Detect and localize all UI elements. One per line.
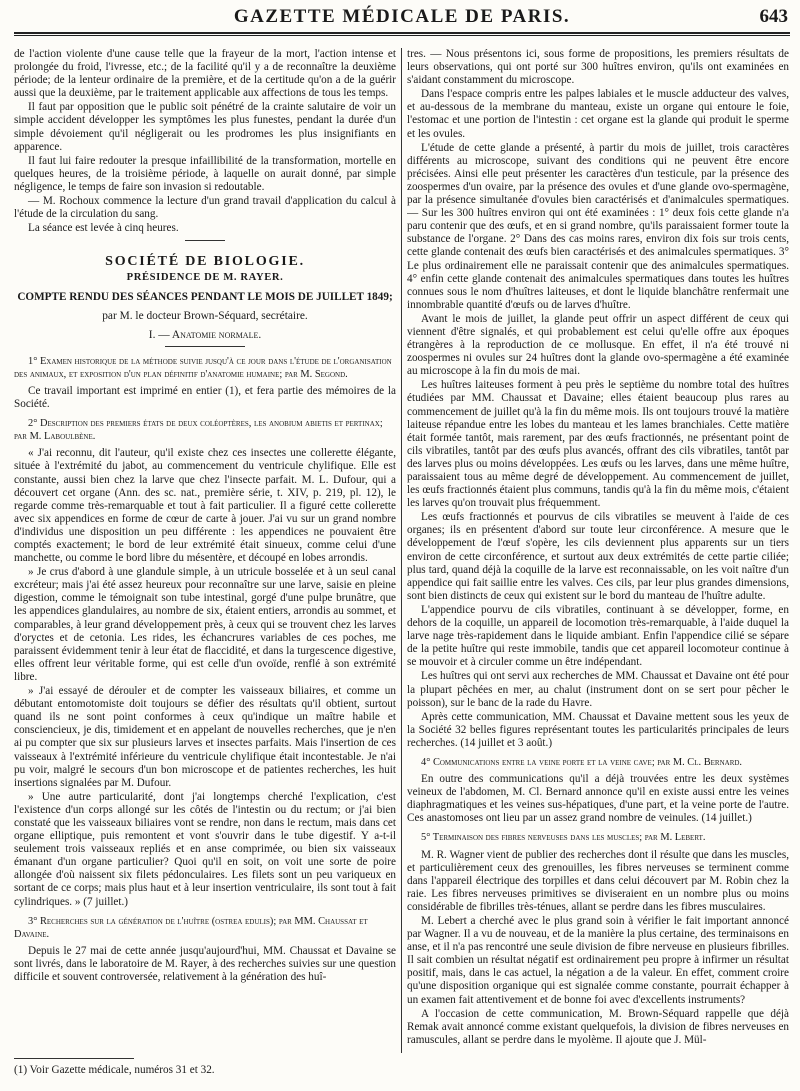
footnote: (1) Voir Gazette médicale, numéros 31 et 32. — [14, 1064, 215, 1076]
header-rule — [14, 32, 790, 34]
society-heading: SOCIÉTÉ DE BIOLOGIE. — [105, 254, 305, 270]
paragraph: — M. Rochoux commence la lecture d'un grand travail d'application du calcul à l'étude de la circulation du sang. — [14, 195, 396, 221]
paragraph: Les huîtres qui ont servi aux recherches de MM. Chaussat et Davaine ont été pour la plupart pêchées en mer, au chalut (instrument dont on se sert pour pêcher le poisson), sur le banc de la rade du Havre. — [407, 670, 789, 709]
paragraph: Après cette communication, MM. Chaussat et Davaine mettent sous les yeux de la Société 32 belles figures représentant toutes les particularités principales de leurs recherches. (14 juillet et 3 août.) — [407, 710, 789, 749]
item-title: 1° Examen historique de la méthode suivie jusqu'à ce jour dans l'étude de l'organisation des animaux, et exposition d'un plan définitif d'anatomie humaine; par M. Segond. — [14, 355, 392, 380]
paragraph: M. Lebert a cherché avec le plus grand soin à vérifier le fait important annoncé par Wagner. Il a vu de nouveau, et de la manière la plus certaine, des terminaisons en anse, et il n'a pas rencontré une seule division de fibre nerveuse en plusieurs fibrilles. Il sait combien un résultat négatif est ordinairement peu propre à infirmer un résultat positif, mais, dans le cas actuel, la négation a de la valeur. En effet, comment croire qu'une disposition organique qui est signalée comme constante, pourrait échapper à un examen fait attentivement et de bonne foi avec d'excellents instruments? — [407, 915, 789, 1006]
left-column — [14, 48, 396, 1053]
paragraph: Dans l'espace compris entre les palpes labiales et le muscle adducteur des valves, et au-dessous de la membrane du manteau, existe un organe qui entoure le foie, l'estomac et une portion de l'intestin : cet organe est la glande qui produit le sperme et les ovules. — [407, 88, 789, 140]
paragraph: En outre des communications qu'il a déjà trouvées entre les deux systèmes veineux de l'abdomen, M. Cl. Bernard annonce qu'il en existe aussi entre les veines diaphragmatiques et les veines sus-hépatiques, d'une part, et la veine porte de l'autre. Ces anastomoses ont lieu par un assez grand nombre de veinules. (14 juillet.) — [407, 773, 789, 825]
paragraph: tres. — Nous présentons ici, sous forme de propositions, les premiers résultats de leurs observations, qui ont porté sur 300 huîtres environ, qu'ils ont examinées en s'aidant constamment du microscope. — [407, 48, 789, 87]
paragraph: A l'occasion de cette communication, M. Brown-Séquard rappelle que déjà Remak avait annoncé comme existant quelquefois, la division de fibres nerveuses en ramuscules, allant se perdre dans le myolème. Il ajoute que J. Mül- — [407, 1007, 789, 1046]
item-title: 4° Communications entre la veine porte et la veine cave; par M. Cl. Bernard. — [421, 756, 743, 768]
item-title: 5° Terminaison des fibres nerveuses dans les muscles; par M. Lebert. — [421, 832, 706, 844]
section-heading: I. — Anatomie normale. — [148, 328, 262, 341]
paragraph: Il faut par opposition que le public soit pénétré de la crainte salutaire de voir un simple accident développer les symptômes les plus funestes, pendant la durée d'un simple dévoiement qu'il négligerait ou les prodromes les plus insignifiants en apparence. — [14, 101, 396, 153]
column-divider — [401, 48, 402, 1053]
paragraph: Ce travail important est imprimé en entier (1), et fera partie des mémoires de la Société. — [14, 384, 396, 411]
paragraph: La séance est levée à cinq heures. — [28, 222, 179, 235]
paragraph: Depuis le 27 mai de cette année jusqu'aujourd'hui, MM. Chaussat et Davaine se sont livrés, dans le laboratoire de M. Rayer, à des recherches suivies sur une question difficile et souvent controversée, relativement à la génération des huî- — [14, 944, 396, 983]
paragraph: » J'ai essayé de dérouler et de compter les vaisseaux biliaires, et comme un débutant entomotomiste doit toujours se défier des résultats qu'il obtient, surtout quand ils ne sont point conformes à ceux qu'indique un maître habile et consciencieux, je dis, timidement et en appelant de nouvelles recherches, que je n'en ai pu compter que six sur plusieurs larves et insectes parfaits. Mais l'insertion de ces vaisseaux à l'extrémité inférieure du ventricule chylifique était incontestable. Je n'ai pu voir, malgré le secours d'un bon microscope et de patientes recherches, les huit insertions signalées par M. Dufour. — [14, 685, 396, 789]
right-column — [407, 48, 789, 1088]
separator-rule — [185, 240, 225, 241]
page-number: 643 — [759, 6, 788, 27]
paragraph: L'appendice pourvu de cils vibratiles, continuant à se développer, forme, en dehors de la coquille, un appareil de locomotion très-remarquable, à l'aide duquel la larve nage très-rapidement dans le liquide ambiant. Enfin l'appendice cilié se sépare de la petite huître qui reste immobile, tandis que cet appareil locomoteur continue à se mouvoir et à circuler comme un être indépendant. — [407, 603, 789, 669]
header-rule-thin — [14, 35, 790, 36]
page-header — [14, 4, 790, 34]
paragraph: L'étude de cette glande a présenté, à partir du mois de juillet, trois caractères différents au microscope, suivant des conditions qui ne peuvent être encore précisées. Ainsi elle peut présenter les caractères d'un testicule, par la présence des zoospermes d'un ovaire, par la présence des ovules et d'une glande ovo-spermagène, par la présence simultanée d'ovules bien caractérisés et d'animalcules spermatiques. — Sur les 300 huîtres environ qui ont été examinées : 1° deux fois cette glande n'a paru contenir que des œufs, et en si grand nombre, qu'ils paraissaient former toute la substance de l'organe. 2° Dans des cas moins rares, environ dix fois sur trois cents, cette glande contenait des œufs bien caractérisés et des animalcules spermatiques. 3° Le plus ordinairement elle ne paraissait contenir que des animalcules spermatiques. 4° enfin cette glande contenait des animalcules spermatiques dans toutes les huîtres connues sous le nom d'huîtres laiteuses, et dont le liquide blanchâtre renfermait une innombrable quantité d'œufs ou de larves d'huître. — [407, 141, 789, 311]
paragraph: « J'ai reconnu, dit l'auteur, qu'il existe chez ces insectes une collerette élégante, située à l'extrémité du jabot, au commencement du ventricule chylifique. Elle est constante, aussi bien chez la larve que chez l'insecte parfait. M. L. Dufour, qui a découvert cet organe (Ann. des sc. nat., première série, t. XIV, p. 219, pl. 12), le regarde comme très-remarquable et tout à fait particulier. Il a figuré cette collerette avec six appendices en forme de cœur de carte à jouer. J'ai vu sur un grand nombre d'individus une disposition un peu différente : les appendices ne pouvaient être comptés exactement; le bord de leur extrémité était sinueux, comme celui d'une manchette, ou comme le bord libre du mésentère, et découpé en lobes arrondis. — [14, 447, 396, 565]
presidence-heading: PRÉSIDENCE DE M. RAYER. — [126, 272, 284, 284]
footnote-rule — [14, 1058, 134, 1059]
secretary-line: par M. le docteur Brown-Séquard, secrétaire. — [102, 309, 308, 322]
paragraph: Les œufs fractionnés et pourvus de cils vibratiles se meuvent à l'aide de ces organes; ils en présentent d'abord sur toute leur circonférence. A mesure que le développement de l'œuf s'opère, les cils deviennent plus apparents sur un tiers environ de cette circonférence, et surtout aux deux extrémités de cette partie ciliée; plus tard, quand déjà la coquille de la larve est reconnaissable, on les voit naître d'un appendice qui fait saillie entre les valves. Ces cils, par leur plus grandes dimensions, sont bien distincts de ceux qui existent sur le bord du manteau de l'huître adulte. — [407, 511, 789, 602]
paragraph: » Je crus d'abord à une glandule simple, à un utricule bosselée et à un seul canal excréteur; mais j'ai été assez heureux pour reconnaître sur une larve, saisie en pleine digestion, comme le témoignait son tube intestinal, gorgé d'une pulpe brunâtre, que les appendices glandulaires, au nombre de six, étaient entiers, arrondis au sommet, et comparables, à leur grand développement près, à ceux qui se trouvent chez les larves d'oryctes et de cetonia. Les rides, les échancrures variables de ces poches, me paraissent évidemment tenir à leur état de flaccidité, et dans la turgescence digestive, elles offrent leur véritable forme, qui est celle d'un ovoïde, renflé à son extrémité libre. — [14, 566, 396, 683]
paragraph: M. R. Wagner vient de publier des recherches dont il résulte que dans les muscles, et particulièrement ceux des grenouilles, les fibres nerveuses se terminent comme dans l'appareil électrique des torpilles et dans celui découvert par M. Robin chez la raie. Les fibres nerveuses primitives se diviseraient en un nombre plus ou moins considérable de fibrilles très-ténues, allant se perdre dans les fibres musculaires. — [407, 848, 789, 913]
paragraph: Avant le mois de juillet, la glande peut offrir un aspect différent de ceux qui viennent d'être signalés, et qui probablement est celui qu'elle offre aux époques étrangères à la reproduction de ce mollusque. En effet, il n'a été trouvé ni zoospermes ni ovules sur 24 huîtres dont la glande ovo-spermagène a été examinée au microscope à la fin du mois de mai. — [407, 312, 789, 378]
paragraph: » Une autre particularité, dont j'ai longtemps cherché l'explication, c'est l'existence d'un corps allongé sur les côtés de l'intestin ou du rectum; or j'ai bien constaté que les vaisseaux biliaires vont se rendre, non dans le rectum, mais dans cet organe elliptique, puis remontent et vont s'ouvrir dans le tube digestif. Y a-t-il seulement trois vaisseaux repliés et en anse comprimée, ou bien six vaisseaux émanant d'un organe particulier? Quoi qu'il en soit, on voit une sorte de poire allongée d'où naissent six filets pédonculaires. Les filets sont un peu variqueux en sortant de ce corps; mais plus haut et à leur insertion ventriculaire, ils sont tout à fait cylindriques. » (7 juillet.) — [14, 790, 396, 908]
item-title: 3° Recherches sur la génération de l'huître (ostrea edulis); par MM. Chaussat et Davaine. — [14, 915, 368, 940]
compte-rendu-heading: COMPTE RENDU DES SÉANCES PENDANT LE MOIS DE JUILLET 1849; — [17, 290, 393, 303]
paragraph: Les huîtres laiteuses forment à peu près le septième du nombre total des huîtres étudiées par MM. Chaussat et Davaine; elles étaient beaucoup plus rares au commencement de juillet qu'à la fin du même mois. Ils ont toujours trouvé la matière laiteuse répandue entre les lobes du manteau et les lames branchiales. Cette matière était formée tantôt, mais rarement, par des œufs fractionnés, ne présentant point de cils vibratiles, tantôt par des œufs plus avancés, offrant des cils vibratiles, tantôt par des larves plus ou moins développées. Les œufs ou les larves, dans une même huître, paraissaient tous au même degré de développement. Au commencement de juillet, les œufs fractionnés étaient plus communs, tandis qu'à la fin du même mois, c'étaient les larves qu'on trouvait plus fréquemment. — [407, 379, 789, 510]
item-title: 2° Description des premiers états de deux coléoptères, les anobium abietis et pertinax; par M. Laboulbène. — [14, 418, 383, 443]
journal-title: GAZETTE MÉDICALE DE PARIS. — [233, 6, 571, 27]
paragraph: Il faut lui faire redouter la presque infaillibilité de la transformation, mortelle en quelques heures, de la troisième période, à laquelle on aurait donné, par simple négligence, le temps de faire son invasion si redoutable. — [14, 154, 396, 193]
paragraph: de l'action violente d'une cause telle que la frayeur de la mort, l'action intense et prolongée du froid, l'ivresse, etc.; de la facilité qu'il y a de reconnaître la deuxième période; de la lenteur ordinaire de la première, et de la certitude qu'on a de la guérir aussi que la deuxième, par le traitement applicable aux affections de tous les temps. — [14, 48, 396, 100]
separator-rule — [165, 346, 245, 347]
